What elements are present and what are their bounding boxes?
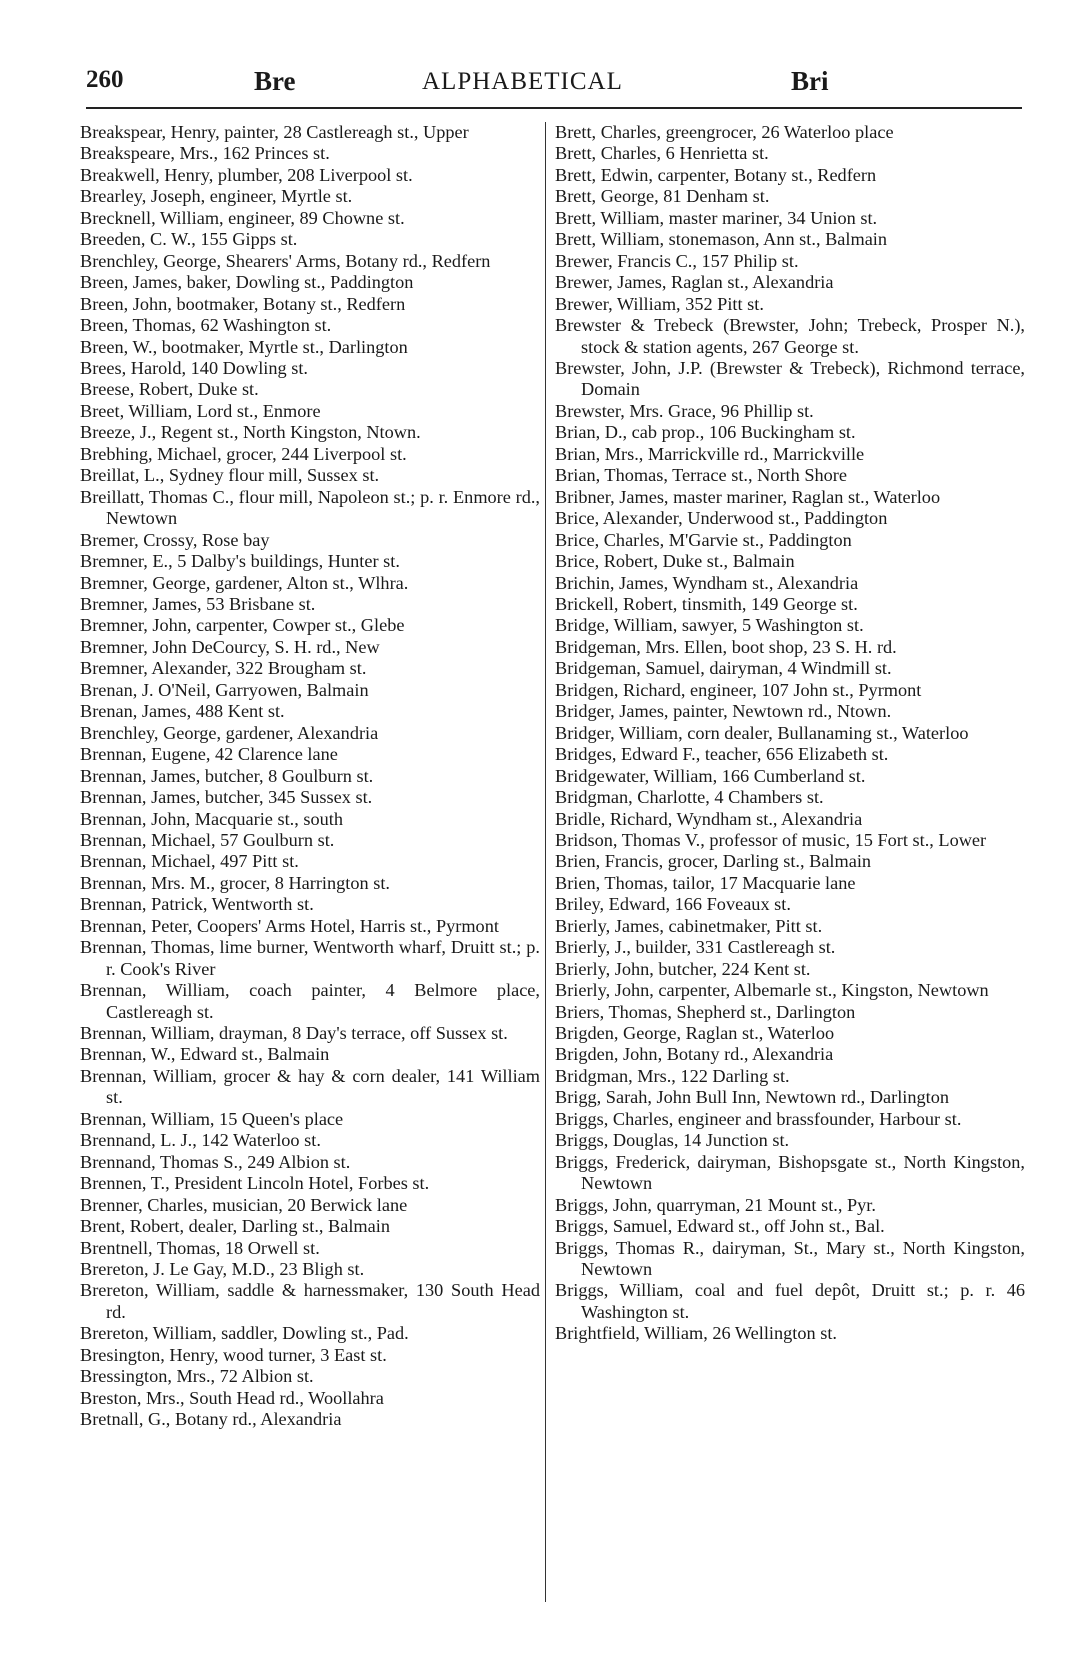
directory-entry: Bremner, John DeCourcy, S. H. rd., New: [80, 636, 380, 657]
directory-entry: Brewer, Francis C., 157 Philip st.: [555, 250, 799, 271]
directory-entry: Bridgeman, Mrs. Ellen, boot shop, 23 S. H. rd.: [555, 636, 897, 657]
directory-entry: Brett, Charles, 6 Henrietta st.: [555, 143, 769, 164]
directory-entry: Brennand, L. J., 142 Waterloo st.: [80, 1130, 321, 1151]
directory-entry: Brichin, James, Wyndham st., Alexandria: [555, 572, 859, 593]
directory-entry: Bremer, Crossy, Rose bay: [80, 529, 270, 550]
directory-entry: Brierly, John, carpenter, Albemarle st., Kingston, Newtown: [555, 980, 989, 1001]
directory-entry: Brennan, Peter, Coopers' Arms Hotel, Harris st., Pyrmont: [80, 915, 499, 936]
directory-entry: Brennan, James, butcher, 8 Goulburn st.: [80, 765, 374, 786]
directory-entry: Breen, John, bootmaker, Botany st., Redfern: [80, 293, 406, 314]
directory-entry: Brearley, Joseph, engineer, Myrtle st.: [80, 186, 353, 207]
directory-entry: Bridgewater, William, 166 Cumberland st.: [555, 765, 866, 786]
directory-entry: Brierly, James, cabinetmaker, Pitt st.: [555, 915, 823, 936]
directory-entry: Breen, James, baker, Dowling st., Paddington: [80, 272, 414, 293]
directory-entry: Brian, Thomas, Terrace st., North Shore: [555, 465, 847, 486]
directory-entry: Breillat, L., Sydney flour mill, Sussex st.: [80, 465, 380, 486]
directory-entry: Brees, Harold, 140 Dowling st.: [80, 357, 308, 378]
directory-entry: Bresington, Henry, wood turner, 3 East st.: [80, 1344, 387, 1365]
directory-entry: Bridson, Thomas V., professor of music, 15 Fort st., Lower: [555, 829, 987, 850]
directory-entry: Briley, Edward, 166 Foveaux st.: [555, 894, 791, 915]
directory-entry: Brennan, John, Macquarie st., south: [80, 808, 343, 829]
directory-entry: Brien, Francis, grocer, Darling st., Balmain: [555, 851, 872, 872]
directory-entry: Bribner, James, master mariner, Raglan st., Waterloo: [555, 486, 941, 507]
directory-entry: Brigg, Sarah, John Bull Inn, Newtown rd., Darlington: [555, 1087, 950, 1108]
directory-entry: Brice, Robert, Duke st., Balmain: [555, 551, 795, 572]
left-column: [80, 122, 540, 1431]
directory-entry: Bridgman, Charlotte, 4 Chambers st.: [555, 787, 824, 808]
directory-entry: Brennan, Patrick, Wentworth st.: [80, 894, 314, 915]
directory-entry: Bridge, William, sawyer, 5 Washington st.: [555, 615, 864, 636]
directory-entry: Brierly, John, butcher, 224 Kent st.: [555, 958, 811, 979]
directory-entry: Brereton, William, saddler, Dowling st., Pad.: [80, 1323, 409, 1344]
directory-entry: Brereton, J. Le Gay, M.D., 23 Bligh st.: [80, 1259, 365, 1280]
directory-entry: Briggs, Samuel, Edward st., off John st., Bal.: [555, 1216, 885, 1237]
directory-entry: Breakspeare, Mrs., 162 Princes st.: [80, 143, 330, 164]
directory-entry: Breakspear, Henry, painter, 28 Castlereagh st., Upper: [80, 122, 469, 142]
directory-entry: Brennan, Michael, 497 Pitt st.: [80, 851, 299, 872]
directory-entry: Bremner, E., 5 Dalby's buildings, Hunter st.: [80, 551, 400, 572]
directory-entry: Brennan, William, 15 Queen's place: [80, 1108, 344, 1129]
directory-entry: Breeze, J., Regent st., North Kingston, Ntown.: [80, 422, 421, 443]
directory-entry: Bressington, Mrs., 72 Albion st.: [80, 1366, 314, 1387]
directory-entry: Brice, Charles, M'Garvie st., Paddington: [555, 529, 852, 550]
directory-entry: Brett, Edwin, carpenter, Botany st., Redfern: [555, 164, 877, 185]
directory-entry: Brennan, W., Edward st., Balmain: [80, 1044, 330, 1065]
directory-entry: Brickell, Robert, tinsmith, 149 George st.: [555, 593, 858, 614]
directory-entry: Brennan, Eugene, 42 Clarence lane: [80, 744, 338, 765]
directory-entry: Brien, Thomas, tailor, 17 Macquarie lane: [555, 872, 856, 893]
directory-entry: Brereton, William, saddle & harnessmaker, 130 South Head rd.: [80, 1280, 540, 1322]
directory-entry: Briggs, John, quarryman, 21 Mount st., Pyr.: [555, 1194, 876, 1215]
page-header: [86, 66, 1022, 106]
directory-entry: Brewster, John, J.P. (Brewster & Trebeck), Richmond terrace, Domain: [555, 357, 1025, 400]
directory-entry: Brenchley, George, Shearers' Arms, Botany rd., Redfern: [80, 250, 491, 271]
directory-entry: Brennan, Thomas, lime burner, Wentworth wharf, Druitt st.; p. r. Cook's River: [80, 937, 540, 979]
directory-entry: Breeden, C. W., 155 Gipps st.: [80, 229, 298, 250]
directory-entry: Brett, William, stonemason, Ann st., Balmain: [555, 229, 888, 250]
right-guide-word: Bri: [791, 66, 829, 96]
directory-entry: Brett, Charles, greengrocer, 26 Waterloo place: [555, 122, 894, 142]
column-divider: [545, 122, 546, 1602]
directory-entry: Bremner, Alexander, 322 Brougham st.: [80, 658, 367, 679]
directory-entry: Brewer, James, Raglan st., Alexandria: [555, 272, 834, 293]
directory-entry: Breen, W., bootmaker, Myrtle st., Darlington: [80, 336, 408, 357]
directory-entry: Breillatt, Thomas C., flour mill, Napoleon st.; p. r. Enmore rd., Newtown: [80, 486, 540, 529]
directory-entry: Brewster, Mrs. Grace, 96 Phillip st.: [555, 400, 814, 421]
directory-entry: Breet, William, Lord st., Enmore: [80, 400, 321, 421]
directory-entry: Brian, Mrs., Marrickville rd., Marrickville: [555, 443, 865, 464]
page-title: ALPHABETICAL: [422, 68, 623, 95]
directory-entry: Brennan, James, butcher, 345 Sussex st.: [80, 787, 373, 808]
directory-entry: Bridgen, Richard, engineer, 107 John st., Pyrmont: [555, 679, 922, 700]
directory-entry: Brennan, William, grocer & hay & corn dealer, 141 William st.: [80, 1065, 540, 1108]
right-column: [555, 122, 1025, 1345]
directory-entry: Brennan, Mrs. M., grocer, 8 Harrington st.: [80, 872, 390, 893]
directory-entry: Bridges, Edward F., teacher, 656 Elizabeth st.: [555, 744, 889, 765]
header-rule: [86, 107, 1022, 109]
directory-entry: Briggs, William, coal and fuel depôt, Druitt st.; p. r. 46 Washington st.: [555, 1280, 1025, 1322]
directory-entry: Briggs, Douglas, 14 Junction st.: [555, 1130, 790, 1151]
directory-entry: Bridle, Richard, Wyndham st., Alexandria: [555, 808, 863, 829]
directory-entry: Brenchley, George, gardener, Alexandria: [80, 722, 379, 743]
left-guide-word: Bre: [254, 66, 296, 96]
directory-entry: Brightfield, William, 26 Wellington st.: [555, 1323, 837, 1344]
directory-entry: Brecknell, William, engineer, 89 Chowne st.: [80, 207, 405, 228]
directory-entry: Brenan, James, 488 Kent st.: [80, 701, 285, 722]
directory-entry: Briggs, Thomas R., dairyman, St., Mary st., North Kingston, Newtown: [555, 1237, 1025, 1280]
directory-entry: Bridger, William, corn dealer, Bullanaming st., Waterloo: [555, 722, 969, 743]
directory-entry: Bremner, John, carpenter, Cowper st., Glebe: [80, 615, 405, 636]
directory-entry: Brennan, William, coach painter, 4 Belmore place, Castlereagh st.: [80, 980, 540, 1022]
directory-entry: Brentnell, Thomas, 18 Orwell st.: [80, 1237, 320, 1258]
directory-entry: Brett, William, master mariner, 34 Union st.: [555, 207, 878, 228]
directory-entry: Brewster & Trebeck (Brewster, John; Trebeck, Prosper N.), stock & station agents, 267 George st.: [555, 315, 1025, 357]
directory-entry: Bridgman, Mrs., 122 Darling st.: [555, 1065, 790, 1086]
directory-entry: Bridger, James, painter, Newtown rd., Ntown.: [555, 701, 892, 722]
directory-entry: Bretnall, G., Botany rd., Alexandria: [80, 1409, 342, 1430]
directory-entry: Brennen, T., President Lincoln Hotel, Forbes st.: [80, 1173, 430, 1194]
directory-entry: Bremner, James, 53 Brisbane st.: [80, 593, 316, 614]
directory-entry: Brenan, J. O'Neil, Garryowen, Balmain: [80, 679, 369, 700]
directory-entry: Breese, Robert, Duke st.: [80, 379, 259, 400]
directory-entry: Brebhing, Michael, grocer, 244 Liverpool st.: [80, 443, 407, 464]
directory-entry: Brent, Robert, dealer, Darling st., Balmain: [80, 1216, 390, 1237]
directory-entry: Breston, Mrs., South Head rd., Woollahra: [80, 1387, 384, 1408]
directory-entry: Breen, Thomas, 62 Washington st.: [80, 315, 332, 336]
directory-entry: Brice, Alexander, Underwood st., Paddington: [555, 508, 888, 529]
directory-entry: Brian, D., cab prop., 106 Buckingham st.: [555, 422, 856, 443]
directory-entry: Brierly, J., builder, 331 Castlereagh st.: [555, 937, 836, 958]
directory-entry: Bridgeman, Samuel, dairyman, 4 Windmill st.: [555, 658, 892, 679]
directory-entry: Breakwell, Henry, plumber, 208 Liverpool st.: [80, 164, 413, 185]
directory-entry: Brennand, Thomas S., 249 Albion st.: [80, 1151, 351, 1172]
directory-entry: Brenner, Charles, musician, 20 Berwick lane: [80, 1194, 408, 1215]
directory-entry: Brigden, George, Raglan st., Waterloo: [555, 1023, 835, 1044]
directory-entry: Brett, George, 81 Denham st.: [555, 186, 770, 207]
directory-entry: Briggs, Frederick, dairyman, Bishopsgate st., North Kingston, Newtown: [555, 1151, 1025, 1194]
directory-entry: Brennan, William, drayman, 8 Day's terrace, off Sussex st.: [80, 1023, 508, 1044]
directory-entry: Brennan, Michael, 57 Goulburn st.: [80, 829, 335, 850]
directory-entry: Briers, Thomas, Shepherd st., Darlington: [555, 1001, 856, 1022]
page-number: 260: [86, 66, 124, 93]
directory-entry: Brigden, John, Botany rd., Alexandria: [555, 1044, 834, 1065]
directory-entry: Bremner, George, gardener, Alton st., Wlhra.: [80, 572, 409, 593]
directory-entry: Brewer, William, 352 Pitt st.: [555, 293, 764, 314]
directory-entry: Briggs, Charles, engineer and brassfounder, Harbour st.: [555, 1108, 962, 1129]
